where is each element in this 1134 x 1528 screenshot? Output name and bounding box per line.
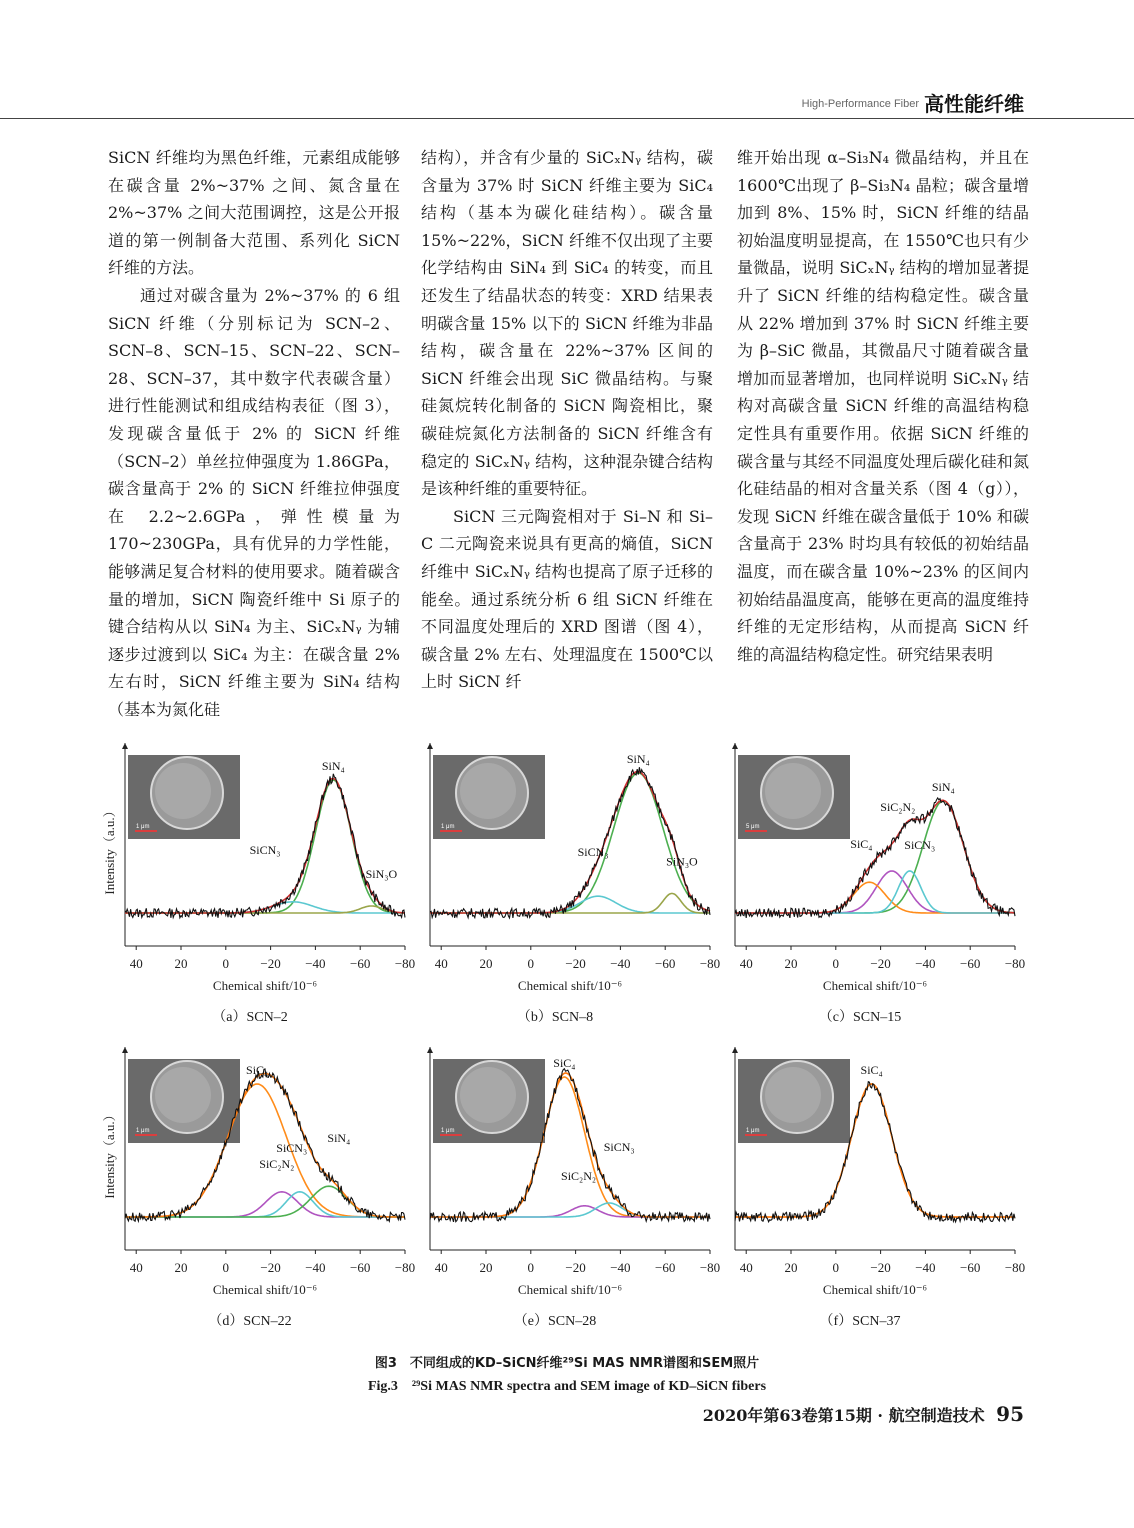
x-tick-label: −40	[305, 1260, 326, 1275]
panel-caption: （c）SCN–15	[818, 1010, 902, 1025]
x-tick-label: 40	[739, 956, 753, 971]
peak-label-SiC2N2: SiC₂N₂	[259, 1156, 295, 1171]
nmr-chart-f	[710, 1042, 1026, 1342]
x-tick-label: 0	[527, 956, 535, 971]
figure-caption-en: Fig.3 ²⁹Si MAS NMR spectra and SEM image of KD–SiCN fibers	[367, 1379, 767, 1394]
y-axis-arrow	[122, 1047, 128, 1053]
page-number: 95	[996, 1402, 1024, 1426]
text-column-2	[421, 144, 713, 696]
peak-label-SiCN3: SiCN₃	[249, 842, 281, 857]
peak-SiC2N2	[430, 1206, 710, 1217]
peak-label-SiN4: SiN₄	[626, 752, 650, 766]
figure-caption-cn: 图3 不同组成的KD–SiCN纤维²⁹Si MAS NMR谱图和SEM照片	[374, 1356, 760, 1371]
paragraph: SiCN 纤维均为黑色纤维，元素组成能够在碳含量 2%~37% 之间、氮含量在 2%~37% 之间大范围调控，这是公开报道的第一例制备大范围、系列化 SiCN 纤维的方法。	[108, 148, 400, 278]
x-tick-label: −80	[394, 1260, 416, 1275]
peak-label-SiCN3: SiCN₃	[603, 1140, 635, 1154]
peak-label-SiN4: SiN₄	[321, 759, 345, 773]
header-rule	[0, 118, 1134, 119]
peak-SiC2N2	[125, 1192, 405, 1217]
x-tick-label: −80	[1004, 1260, 1026, 1275]
x-tick-label: −60	[655, 956, 676, 971]
x-tick-label: −20	[260, 1260, 281, 1275]
scale-bar-label: 1 μm	[136, 824, 150, 830]
peak-label-SiN4: SiN₄	[931, 780, 955, 794]
panel-caption: （d）SCN–22	[208, 1314, 292, 1329]
x-tick-label: −60	[350, 956, 371, 971]
x-axis-label: Chemical shift/10⁻⁶	[517, 1282, 623, 1297]
x-tick-label: 0	[832, 1260, 840, 1275]
x-tick-label: −40	[305, 956, 326, 971]
panel-caption: （b）SCN–8	[516, 1010, 594, 1025]
peak-label-SiC4: SiC₄	[246, 1063, 269, 1077]
x-tick-label: 20	[174, 956, 188, 971]
x-tick-label: −60	[960, 1260, 981, 1275]
x-tick-label: −40	[610, 1260, 631, 1275]
peak-label-SiC4: SiC₄	[860, 1063, 883, 1077]
peak-label-SiN3O: SiN₃O	[365, 867, 398, 881]
sem-inset	[433, 755, 545, 839]
peak-SiC2N2	[735, 871, 1015, 913]
nmr-panel-b	[405, 738, 721, 1038]
x-tick-label: 20	[784, 1260, 798, 1275]
x-tick-label: 40	[739, 1260, 753, 1275]
x-tick-label: −20	[260, 956, 281, 971]
peak-SiC4	[735, 882, 1015, 913]
x-axis-label: Chemical shift/10⁻⁶	[822, 978, 928, 993]
x-tick-label: 0	[222, 956, 230, 971]
x-tick-label: −60	[350, 1260, 371, 1275]
paragraph: 结构），并含有少量的 SiCₓNᵧ 结构，碳含量为 37% 时 SiCN 纤维主要为 SiC₄ 结构（基本为碳化硅结构）。碳含量 15%~22%，SiCN 纤维不仅出现了主要化学结构由 SiN₄ 到 SiC₄ 的转变，而且还发生了结晶状态的转变：XRD 结果表明碳含量 15% 以下的 SiCN 纤维为非晶结构，碳含量在 22%~37% 区间的 SiCN 纤维会出现 SiC 微晶结构。与聚硅氮烷转化制备的 SiCN 陶瓷相比，聚碳硅烷氮化方法制备的 SiCN 纤维含有稳定的 SiCₓNᵧ 结构，这种混杂键合结构是该种纤维的重要特征。	[421, 148, 713, 499]
x-tick-label: −20	[565, 956, 586, 971]
x-tick-label: −80	[394, 956, 416, 971]
x-tick-label: 20	[784, 956, 798, 971]
header-chinese: 高性能纤维	[924, 92, 1024, 116]
peak-label-SiN3O: SiN₃O	[666, 854, 698, 869]
nmr-chart-c	[710, 738, 1026, 1038]
peak-SiCN3	[125, 1192, 405, 1217]
nmr-panel-a	[100, 738, 416, 1038]
x-tick-label: −80	[1004, 956, 1026, 971]
paragraph: SiCN 三元陶瓷相对于 Si–N 和 Si–C 二元陶瓷来说具有更高的熵值，SiCN 纤维中 SiCₓNᵧ 结构也提高了原子迁移的能垒。通过系统分析 6 组 SiCN 纤维在不同温度处理后的 XRD 图谱（图 4），碳含量 2% 左右、处理温度在 1500℃以上时 SiCN 纤	[421, 506, 713, 692]
x-tick-label: 0	[832, 956, 840, 971]
x-tick-label: −60	[960, 956, 981, 971]
peak-label-SiN4: SiN₄	[327, 1131, 351, 1146]
peak-label-SiC2N2: SiC₂N₂	[880, 800, 916, 814]
nmr-panel-d	[100, 1042, 416, 1342]
paragraph: 维开始出现 α–Si₃N₄ 微晶结构，并且在 1600℃出现了 β–Si₃N₄ 晶粒；碳含量增加到 8%、15% 时，SiCN 纤维的结晶初始温度明显提高，在 1550℃也只有少量微晶，说明 SiCₓNᵧ 结构的增加显著提升了 SiCN 纤维的结构稳定性。碳含量从 22% 增加到 37% 时 SiCN 纤维主要为 β–SiC 微晶，其微晶尺寸随着碳含量增加而显著增加，也同样说明 SiCₓNᵧ 结构对高碳含量 SiCN 纤维的高温结构稳定性具有重要作用。依据 SiCN 纤维的碳含量与其经不同温度处理后碳化硅和氮化硅结晶的相对含量关系（图 4（g）），发现 SiCN 纤维在碳含量低于 10% 和碳含量高于 23% 时均具有较低的初始结晶温度，而在碳含量 10%~23% 的区间内初始结晶温度高，能够在更高的温度维持纤维的无定形结构，从而提高 SiCN 纤维的高温结构稳定性。研究结果表明	[737, 148, 1029, 664]
sem-inset	[738, 755, 850, 839]
scale-bar-label: 1 μm	[441, 1128, 455, 1134]
nmr-chart-d	[100, 1042, 416, 1342]
scale-bar-label: 1 μm	[136, 1128, 150, 1134]
panel-caption: （f）SCN–37	[819, 1314, 901, 1329]
scale-bar-label: 1 μm	[746, 1128, 760, 1134]
sem-inset	[128, 1059, 240, 1143]
journal-info: 2020年第63卷第15期 · 航空制造技术	[702, 1406, 985, 1425]
y-axis-label: Intensity（a.u.）	[102, 804, 117, 895]
peak-SiCN3	[735, 871, 1015, 913]
x-tick-label: 40	[434, 956, 448, 971]
sem-inset	[433, 1059, 545, 1143]
peak-label-SiCN3: SiCN₃	[904, 838, 936, 852]
x-tick-label: −40	[915, 1260, 936, 1275]
x-axis-label: Chemical shift/10⁻⁶	[822, 1282, 928, 1297]
x-tick-label: −20	[565, 1260, 586, 1275]
x-axis-label: Chemical shift/10⁻⁶	[212, 1282, 318, 1297]
text-column-3	[737, 144, 1029, 668]
x-tick-label: −20	[870, 956, 891, 971]
header-english: High-Performance Fiber	[801, 98, 919, 110]
x-tick-label: −80	[699, 1260, 721, 1275]
peak-label-SiC4: SiC₄	[850, 837, 873, 852]
scale-bar-label: 1 μm	[441, 824, 455, 830]
y-axis-arrow	[122, 743, 128, 749]
y-axis-label: Intensity（a.u.）	[102, 1108, 117, 1199]
peak-label-SiCN3: SiCN₃	[577, 845, 609, 860]
x-tick-label: −20	[870, 1260, 891, 1275]
x-axis-label: Chemical shift/10⁻⁶	[517, 978, 623, 993]
panel-caption: （e）SCN–28	[513, 1314, 597, 1329]
x-tick-label: 20	[479, 1260, 493, 1275]
paragraph: 通过对碳含量为 2%~37% 的 6 组 SiCN 纤维（分别标记为 SCN–2、SCN–8、SCN–15、SCN–22、SCN–28、SCN–37，其中数字代表碳含量）进行性能测试和组成结构表征（图 3），发现碳含量低于 2% 的 SiCN 纤维（SCN–2）单丝拉伸强度为 1.86GPa，碳含量高于 2% 的 SiCN 纤维拉伸强度在 2.2~2.6GPa，弹性模量为 170~230GPa，具有优异的力学性能，能够满足复合材料的使用要求。随着碳含量的增加，SiCN 陶瓷纤维中 Si 原子的键合结构从以 SiN₄ 为主、SiCₓNᵧ 为辅逐步过渡到以 SiC₄ 为主：在碳含量 2% 左右时，SiCN 纤维主要为 SiN₄ 结构（基本为氮化硅	[108, 285, 400, 719]
scale-bar-label: 5 μm	[746, 824, 760, 830]
x-tick-label: 40	[129, 956, 143, 971]
y-axis-arrow	[427, 1047, 433, 1053]
y-axis-arrow	[427, 743, 433, 749]
x-axis-label: Chemical shift/10⁻⁶	[212, 978, 318, 993]
sem-inset	[128, 755, 240, 839]
x-tick-label: −40	[610, 956, 631, 971]
x-tick-label: 0	[222, 1260, 230, 1275]
x-tick-label: −40	[915, 956, 936, 971]
x-tick-label: 40	[434, 1260, 448, 1275]
nmr-chart-b	[405, 738, 721, 1038]
x-tick-label: 20	[479, 956, 493, 971]
x-tick-label: −80	[699, 956, 721, 971]
panel-caption: （a）SCN–2	[212, 1010, 288, 1025]
x-tick-label: 40	[129, 1260, 143, 1275]
peak-label-SiCN3: SiCN₃	[276, 1140, 308, 1155]
sem-inset	[738, 1059, 850, 1143]
x-tick-label: −60	[655, 1260, 676, 1275]
y-axis-arrow	[732, 743, 738, 749]
text-column-1	[108, 144, 400, 723]
nmr-panel-c	[710, 738, 1026, 1038]
nmr-chart-e	[405, 1042, 721, 1342]
y-axis-arrow	[732, 1047, 738, 1053]
peak-label-SiC2N2: SiC₂N₂	[561, 1168, 597, 1183]
running-header	[0, 88, 1134, 124]
nmr-panel-e	[405, 1042, 721, 1342]
x-tick-label: 20	[174, 1260, 188, 1275]
page-footer	[703, 1402, 1024, 1426]
peak-label-SiC4: SiC₄	[553, 1056, 576, 1070]
nmr-panel-f	[710, 1042, 1026, 1342]
x-tick-label: 0	[527, 1260, 535, 1275]
nmr-chart-a	[100, 738, 416, 1038]
